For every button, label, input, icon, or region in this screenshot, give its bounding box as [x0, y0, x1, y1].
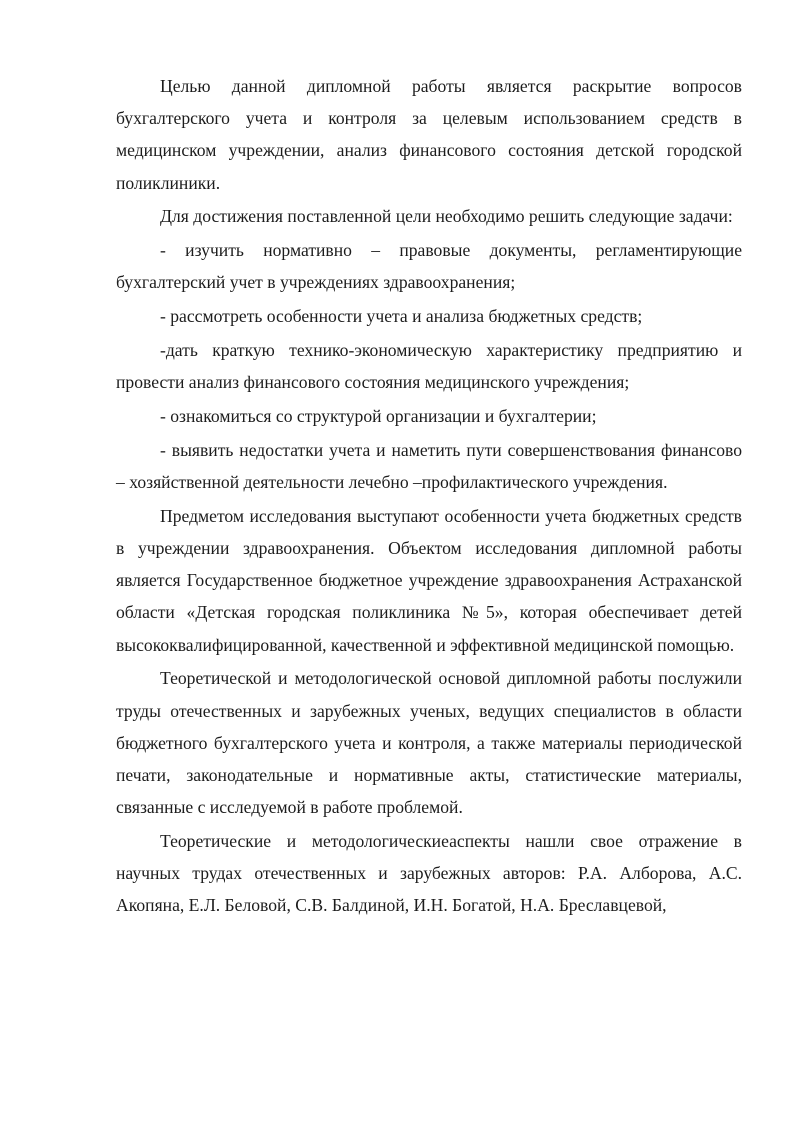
- list-item-task-4: - ознакомиться со структурой организации и бухгалтерии;: [160, 406, 597, 426]
- paragraph-tasks-intro: Для достижения поставленной цели необходимо решить следующие задачи:: [160, 206, 733, 227]
- paragraph-goal: Целью данной дипломной работы является раскрытие вопросов бухгалтерского учета и контроля за целевым использованием средств в медицинском учреждении, анализ финансового состояния детской городской поликлиники.: [116, 76, 742, 193]
- list-item-task-3: -дать краткую технико-экономическую характеристику предприятию и провести анализ финансового состояния медицинского учреждения;: [116, 340, 742, 393]
- document-page: [116, 70, 742, 923]
- list-item-task-5: - выявить недостатки учета и наметить пути совершенствования финансово – хозяйственной деятельности лечебно –профилактического учреждения.: [116, 439, 742, 492]
- paragraph-subject-object: Предметом исследования выступают особенности учета бюджетных средств в учреждении здравоохранения. Объектом исследования дипломной работы является Государственное бюджетное учреждение здравоохранения Астраханской области «Детская городская поликлиника №5», которая обеспечивает детей высококвалифицированной, качественной и эффективной медицинской помощью.: [116, 505, 742, 655]
- list-item-task-1: - изучить нормативно – правовые документы, регламентирующие бухгалтерский учет в учреждениях здравоохранения;: [116, 240, 742, 293]
- paragraph-methodology: Теоретической и методологической основой дипломной работы послужили труды отечественных и зарубежных ученых, ведущих специалистов в области бюджетного бухгалтерского учета и контроля, а также материалы периодической печати, законодательные и нормативные акты, статистические материалы, связанные с исследуемой в работе проблемой.: [116, 668, 742, 818]
- paragraph-authors: Теоретические и методологическиеаспекты нашли свое отражение в научных трудах отечественных и зарубежных авторов: Р.А. Алборова, А.С. Акопяна, Е.Л. Беловой, С.В. Балдиной, И.Н. Богатой, Н.А. Бреславцевой,: [116, 831, 742, 916]
- list-item-task-2: - рассмотреть особенности учета и анализа бюджетных средств;: [160, 306, 643, 327]
